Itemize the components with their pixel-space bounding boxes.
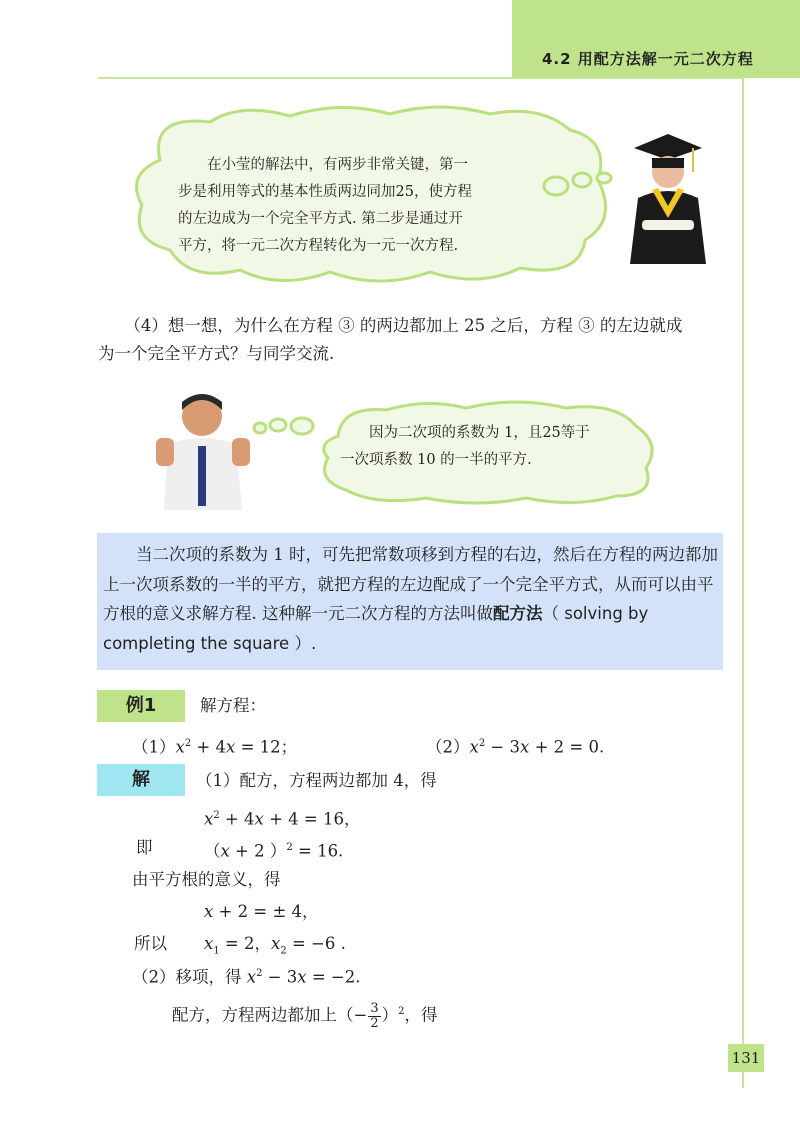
thought-bubble (254, 423, 266, 433)
side-rule (742, 78, 744, 1088)
header-rule (98, 77, 744, 79)
graduate-student-illustration (618, 128, 710, 264)
thought-bubble (270, 419, 286, 431)
boy-illustration (150, 388, 260, 510)
ji-label: 即 (136, 838, 153, 857)
section-title: 4.2 用配方法解一元二次方程 (542, 50, 754, 68)
question-4: （4）想一想，为什么在方程 ③ 的两边都加上 25 之后，方程 ③ 的左边就成 为一个完全平方式？与同学交流. (98, 316, 683, 363)
page-number: 131 (728, 1044, 764, 1072)
cloud-2-text: 因为二次项的系数为 1，且25等于 一次项系数 10 的一半的平方. (340, 425, 590, 468)
example-equation-2: $(2)x^2 - 3x + 2 = 0$. (426, 737, 605, 757)
example-prompt: 解方程： (200, 696, 266, 715)
equation-a: $x^2 + 4x + 4 = 16$， (204, 809, 361, 829)
thought-bubble (291, 418, 313, 434)
key-term: 配方法 (493, 604, 543, 623)
solution-step-2: （2）移项，得 $x^2 - 3x = -2$. (132, 967, 361, 987)
example-label: 例1 (97, 690, 185, 722)
solution-step-1: （1）配方，方程两边都加 4，得 (196, 771, 437, 790)
example-equation-1: $(1)x^2 + 4x = 12$； (132, 737, 298, 757)
cloud-1-text: 在小莹的解法中，有两步非常关键，第一 步是利用等式的基本性质两边同加25，使方程 的左边成为一个完全平方式. 第二步是通过开 平方，将一元二次方程转化为一元一次方程. (178, 157, 472, 254)
thought-bubble (573, 173, 591, 187)
thought-bubble (597, 173, 611, 183)
roots: $x_1 = 2$，$x_2 = -6$ . (204, 934, 346, 957)
solution-label: 解 (97, 764, 185, 796)
definition-text: 当二次项的系数为 1 时，可先把常数项移到方程的右边，然后在方程的两边都加上一次项系数的一半的平方，就把方程的左边配成了一个完全平方式，从而可以由平方根的意义求解方程. 这种解一元二次方程的方法叫做配方法（ solving by completing the square ）. (103, 545, 718, 653)
thought-bubble (544, 177, 568, 195)
equation-b: （x + 2 ）$^2$ = 16. (204, 841, 344, 861)
square-root-meaning: 由平方根的意义，得 (132, 870, 281, 889)
equation-c: x + 2 = ± 4， (204, 902, 319, 921)
suoyi-label: 所以 (134, 934, 167, 953)
fraction: $\frac{3}{2}$ (370, 1000, 379, 1031)
solution-step-3: 配方，方程两边都加上（− $\frac{3}{2}$ ）$^2$，得 (172, 1000, 438, 1031)
